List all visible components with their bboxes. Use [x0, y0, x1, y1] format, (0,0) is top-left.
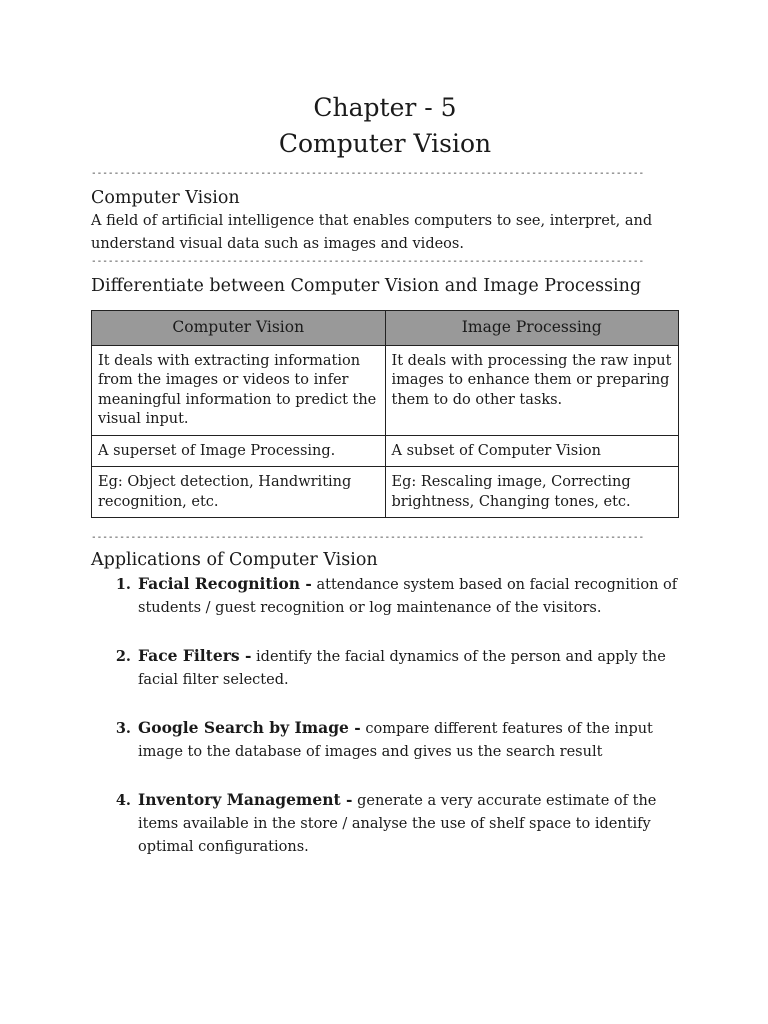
- list-item: [136, 788, 679, 859]
- table-row: [92, 345, 679, 435]
- separator: --------------------------------------------------------------------------------------------------: [91, 256, 645, 267]
- table-cell: Eg: Rescaling image, Correcting brightness, Changing tones, etc.: [385, 467, 679, 518]
- application-desc: attendance system based on facial recognition of students / guest recognition or log maintenance of the visitors.: [138, 577, 678, 616]
- table-cell: It deals with processing the raw input images to enhance them or preparing them to do other tasks.: [385, 345, 679, 435]
- list-item: [136, 716, 679, 764]
- document-page: [91, 90, 679, 883]
- table-row: [92, 435, 679, 467]
- header-computer-vision: Computer Vision: [92, 311, 386, 346]
- table-row: [92, 467, 679, 518]
- list-item: [136, 572, 679, 620]
- application-desc: generate a very accurate estimate of the items available in the store / analyse the use of shelf space to identify optimal configurations.: [138, 793, 657, 855]
- chapter-number: Chapter - 5: [313, 93, 457, 122]
- list-item: [136, 644, 679, 692]
- comparison-table: [91, 310, 679, 518]
- header-image-processing: Image Processing: [385, 311, 679, 346]
- application-term: Face Filters -: [138, 646, 252, 665]
- separator: --------------------------------------------------------------------------------------------------: [91, 532, 645, 543]
- table-cell: It deals with extracting information from the images or videos to infer meaningful information to predict the visual input.: [92, 345, 386, 435]
- application-desc: compare different features of the input image to the database of images and gives us the search result: [138, 721, 653, 760]
- applications-list: [91, 572, 679, 859]
- chapter-title: [91, 90, 679, 162]
- table-cell: Eg: Object detection, Handwriting recognition, etc.: [92, 467, 386, 518]
- table-cell: A superset of Image Processing.: [92, 435, 386, 467]
- application-term: Inventory Management -: [138, 790, 353, 809]
- applications-heading: Applications of Computer Vision: [91, 550, 378, 570]
- table-cell: A subset of Computer Vision: [385, 435, 679, 467]
- definition-text: A field of artificial intelligence that enables computers to see, interpret, and understand visual data such as images and videos.: [91, 213, 653, 252]
- application-desc: identify the facial dynamics of the person and apply the facial filter selected.: [138, 649, 666, 688]
- chapter-name: Computer Vision: [278, 129, 492, 158]
- separator: --------------------------------------------------------------------------------------------------: [91, 168, 645, 179]
- difference-heading: Differentiate between Computer Vision and Image Processing: [91, 276, 642, 296]
- table-header-row: [92, 311, 679, 346]
- definition-heading: Computer Vision: [91, 188, 240, 208]
- application-term: Facial Recognition -: [138, 574, 312, 593]
- application-term: Google Search by Image -: [138, 718, 361, 737]
